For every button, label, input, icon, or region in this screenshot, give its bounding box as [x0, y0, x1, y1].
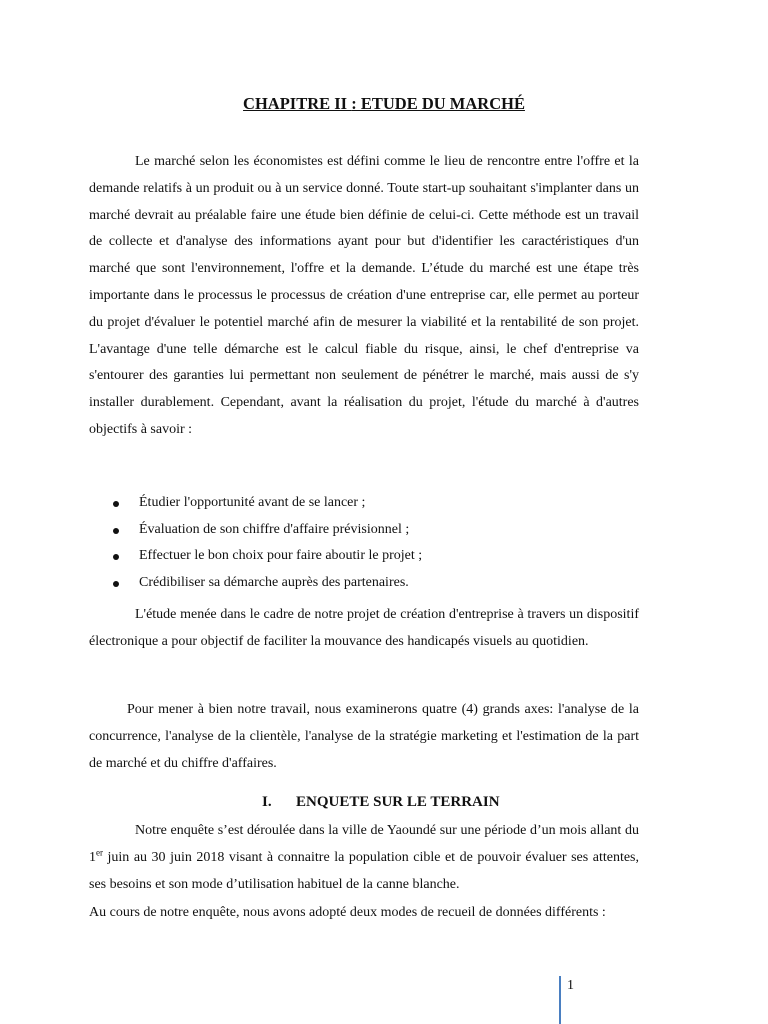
chapter-heading: : ETUDE DU MARCHÉ — [351, 94, 525, 113]
list-item: Effectuer le bon choix pour faire aboutir le projet ; — [89, 543, 639, 570]
page-number: 1 — [567, 978, 574, 993]
objectives-list — [89, 490, 639, 597]
survey-paragraph: Notre enquête s’est déroulée dans la ville de Yaoundé sur une période d’un mois allant du 1er juin au 30 juin 2018 visant à connaitre la population cible et de pouvoir évaluer ses attentes, ses besoins et son mode d’utilisation habituel de la canne blanche. — [89, 823, 639, 892]
list-item: Évaluation de son chiffre d'affaire prévisionnel ; — [89, 517, 639, 544]
methods-paragraph: Au cours de notre enquête, nous avons adopté deux modes de recueil de données différents : — [89, 905, 606, 920]
section-heading — [262, 794, 500, 811]
bullet-icon — [113, 554, 119, 560]
bullet-icon — [113, 501, 119, 507]
list-item: Étudier l'opportunité avant de se lancer ; — [89, 490, 639, 517]
bullet-icon — [113, 528, 119, 534]
chapter-label: CHAPITRE II — [243, 94, 352, 113]
bullet-icon — [113, 581, 119, 587]
intro-paragraph: Le marché selon les économistes est défini comme le lieu de rencontre entre l'offre et la demande relatifs à un produit ou à un service donné. Toute start-up souhaitant s'implanter dans un marché devrait au préalable faire une étude bien définie de celui-ci. Cette méthode est un travail de collecte et d'analyse des informations ayant pour but d'identifier les caractéristiques d'un marché que sont l'environnement, l'offre et la demande. L’étude du marché est une étape très importante dans le processus le processus de création d'une entreprise car, elle permet au porteur du projet d'évaluer le potentiel marché afin de mesurer la viabilité et la rentabilité de son projet. L'avantage d'une telle démarche est le calcul fiable du risque, ainsi, le chef d'entreprise va s'entourer des garanties lui permettant non seulement de pénétrer le marché, mais aussi de s'y installer durablement. Cependant, avant la réalisation du projet, l'étude du marché à d'autres objectifs à savoir : — [89, 154, 639, 437]
axes-paragraph: Pour mener à bien notre travail, nous examinerons quatre (4) grands axes: l'analyse de la concurrence, l'analyse de la clientèle, l'analyse de la stratégie marketing et l'estimation de la part de marché et du chiffre d'affaires. — [89, 702, 639, 771]
list-item: Crédibiliser sa démarche auprès des partenaires. — [89, 570, 639, 597]
section-number: I. — [262, 794, 272, 810]
section-title: ENQUETE SUR LE TERRAIN — [296, 794, 500, 810]
chapter-title — [0, 94, 768, 114]
project-paragraph: L'étude menée dans le cadre de notre projet de création d'entreprise à travers un dispositif électronique a pour objectif de faciliter la mouvance des handicapés visuels au quotidien. — [89, 607, 639, 649]
footer-divider — [559, 976, 561, 1024]
